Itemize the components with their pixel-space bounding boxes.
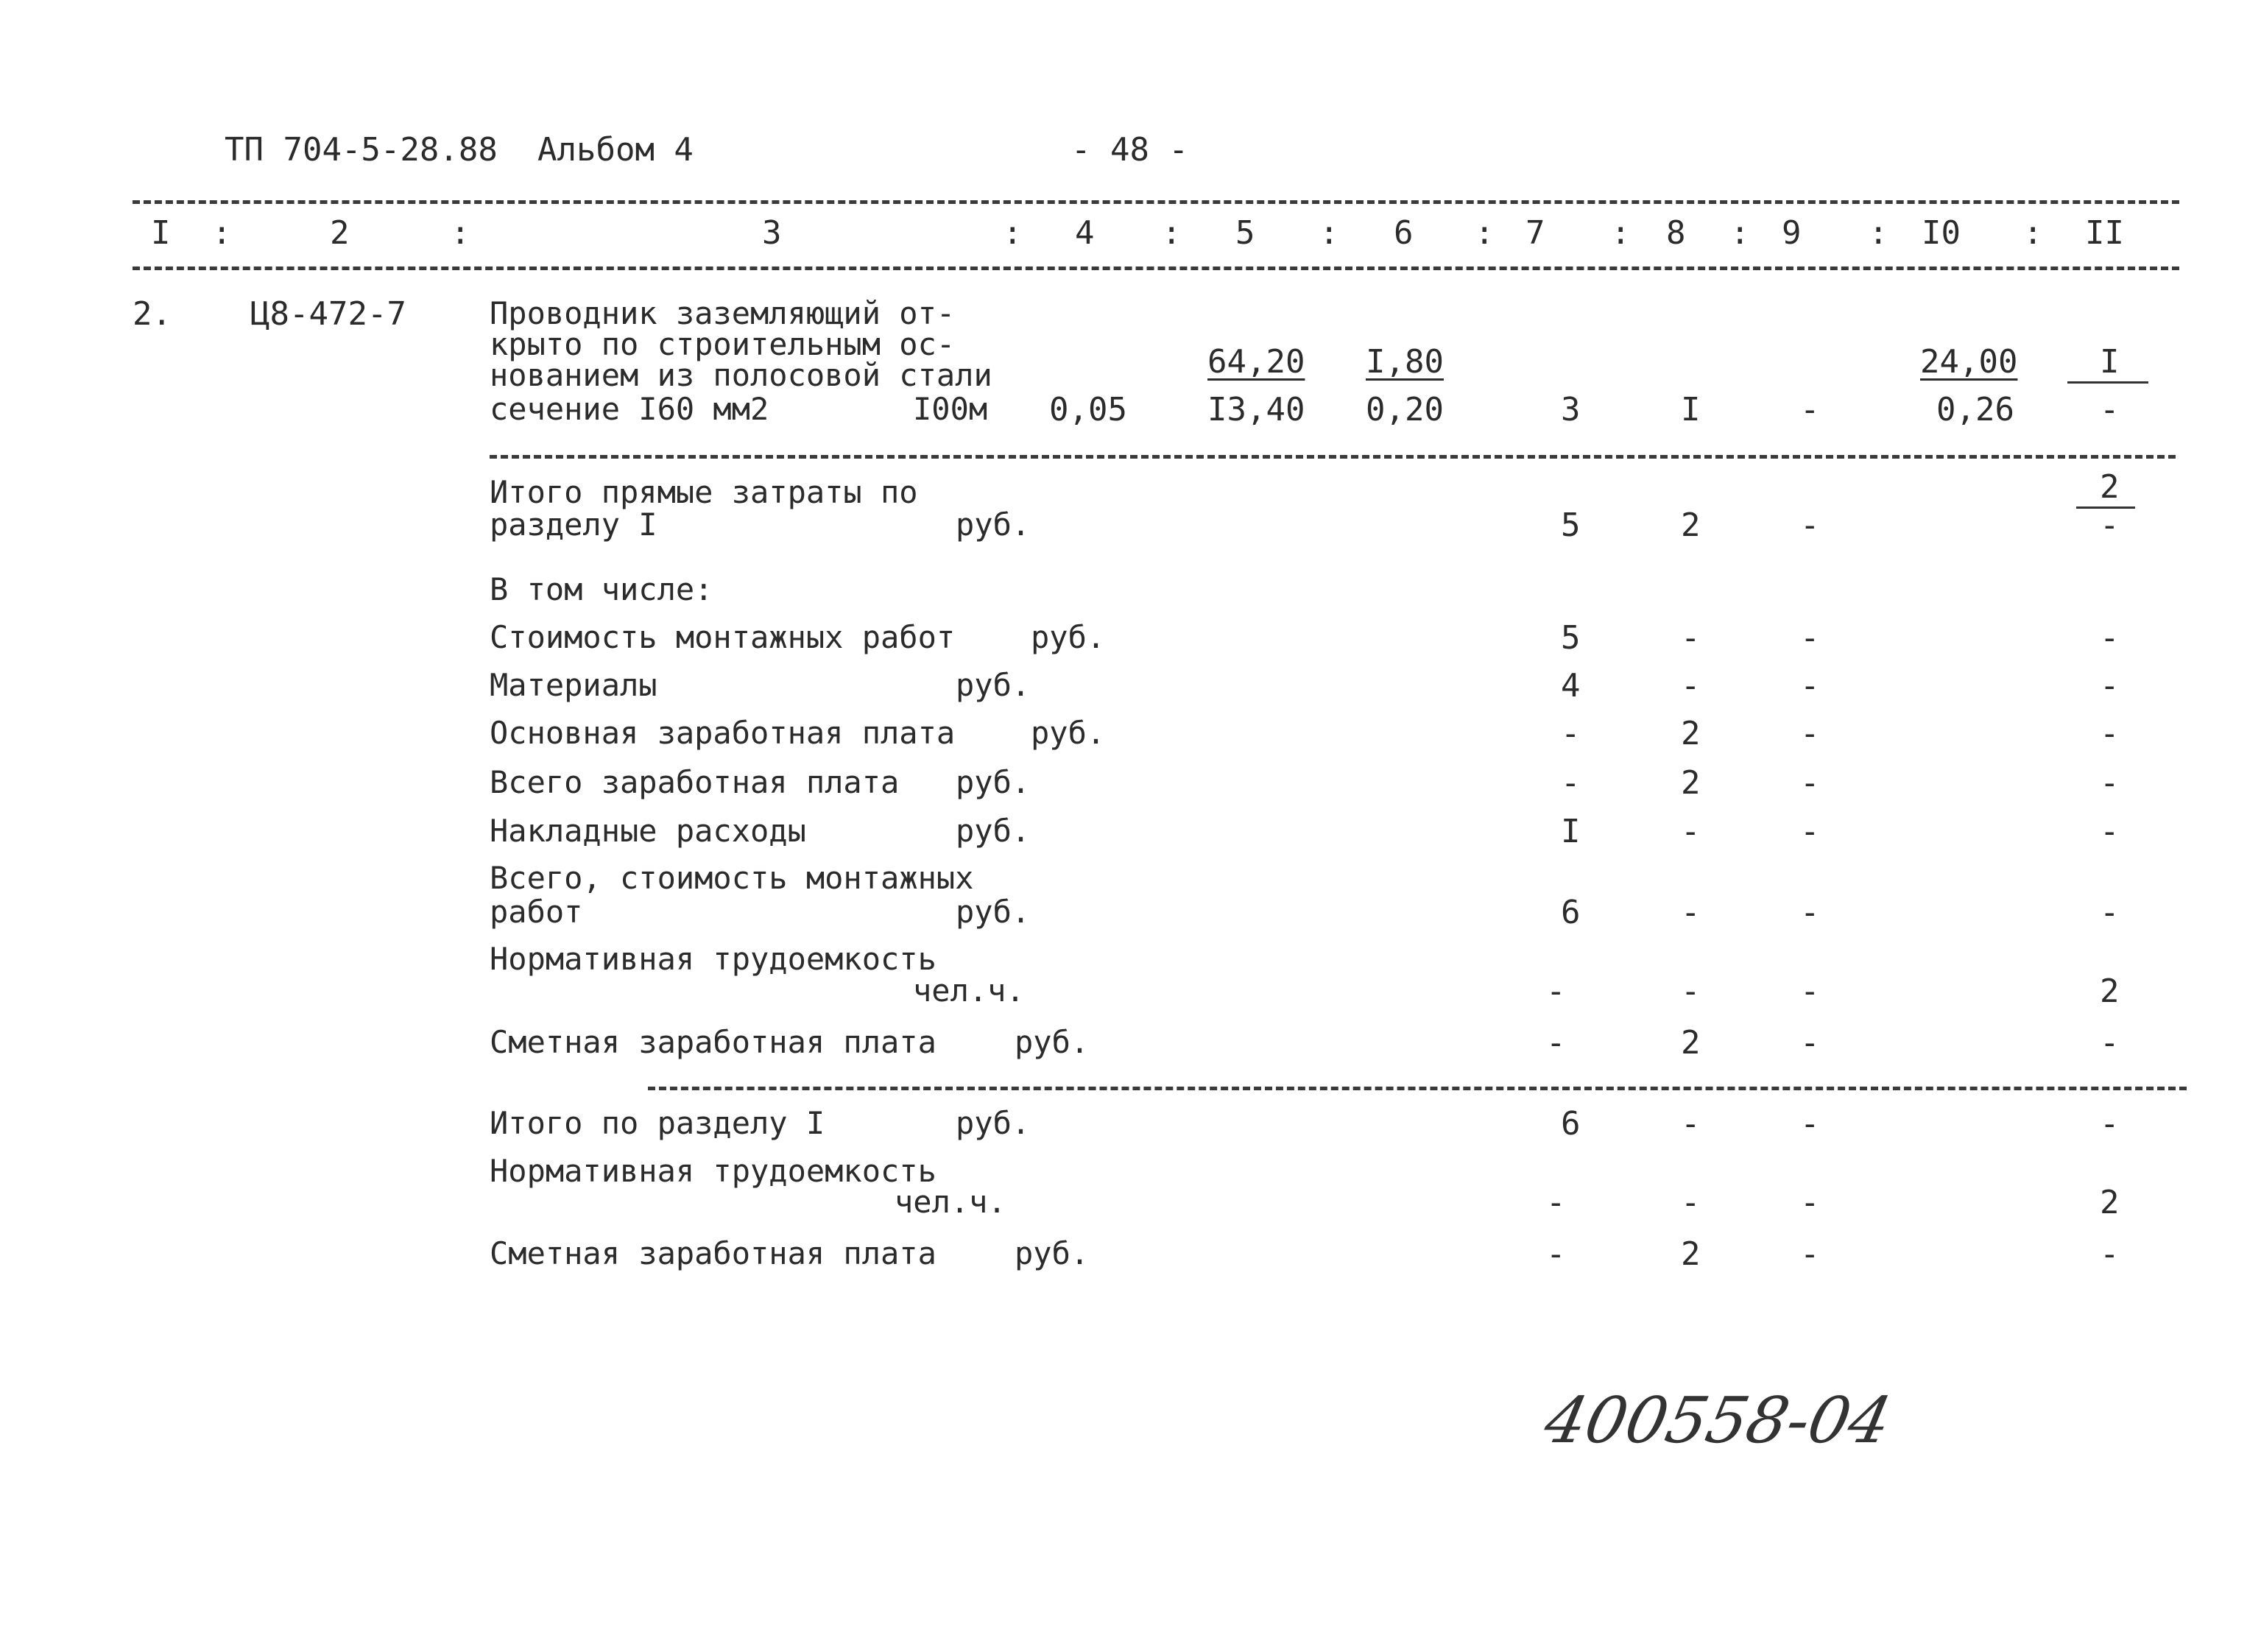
total-mount-c8: -: [1681, 894, 1701, 931]
item-description-line: крыто по строительным ос-: [490, 326, 956, 362]
norm-labor-c7: -: [1546, 973, 1566, 1010]
breakdown-unit: руб.: [1031, 619, 1106, 655]
col-sep: :: [2023, 214, 2043, 252]
breakdown-c9: -: [1800, 764, 1820, 802]
item-quantity: 0,05: [1049, 391, 1127, 428]
est-wage-c11: -: [2100, 1235, 2120, 1273]
breakdown-c11: -: [2100, 667, 2120, 705]
breakdown-c9: -: [1800, 715, 1820, 752]
col-header-3: 3: [762, 214, 782, 252]
col-header-7: 7: [1525, 214, 1545, 252]
breakdown-label: Материалы: [490, 667, 657, 703]
norm-labor-c11: 2: [2100, 1184, 2120, 1221]
norm-labor-c11: 2: [2100, 973, 2120, 1010]
item-c11-bottom: -: [2100, 391, 2120, 428]
est-wage-label: Сметная заработная плата: [490, 1024, 937, 1060]
breakdown-c7: -: [1561, 715, 1581, 752]
est-wage-c7: -: [1546, 1235, 1566, 1273]
item-c6-top: I,80: [1366, 343, 1444, 381]
total-mount-c7: 6: [1561, 894, 1581, 931]
item-c7: 3: [1561, 391, 1581, 428]
breakdown-label: Всего заработная плата: [490, 764, 900, 800]
breakdown-c7: 5: [1561, 619, 1581, 657]
breakdown-c9: -: [1800, 667, 1820, 705]
breakdown-c7: 4: [1561, 667, 1581, 705]
total-section-label: Итого по разделу I: [490, 1105, 825, 1141]
est-wage-c9: -: [1800, 1235, 1820, 1273]
est-wage-c8: 2: [1681, 1024, 1701, 1062]
breakdown-c11: -: [2100, 813, 2120, 850]
total-section-c9: -: [1800, 1105, 1820, 1143]
item-c8: I: [1681, 391, 1701, 428]
breakdown-c11: -: [2100, 715, 2120, 752]
breakdown-c9: -: [1800, 619, 1820, 657]
col-sep: :: [451, 214, 470, 252]
item-c11-top: I: [2100, 343, 2120, 381]
total-direct-c7: 5: [1561, 506, 1581, 544]
total-section-unit: руб.: [956, 1105, 1031, 1141]
col-header-5: 5: [1235, 214, 1255, 252]
col-header-1: I: [151, 214, 171, 252]
header-bottom-rule: [133, 266, 2179, 270]
col-sep: :: [1162, 214, 1182, 252]
breakdown-unit: руб.: [956, 813, 1031, 849]
item-number: 2.: [133, 295, 172, 333]
including-label: В том числе:: [490, 571, 713, 607]
total-mount-label-line: Всего, стоимость монтажных: [490, 860, 974, 896]
total-mount-c9: -: [1800, 894, 1820, 931]
breakdown-unit: руб.: [1031, 715, 1106, 751]
item-c11-rule: [2067, 381, 2148, 384]
col-sep: :: [1611, 214, 1631, 252]
section-rule-1: [490, 455, 2176, 459]
est-wage-label: Сметная заработная плата: [490, 1235, 937, 1271]
total-section-c11: -: [2100, 1105, 2120, 1143]
breakdown-label: Основная заработная плата: [490, 715, 956, 751]
breakdown-c8: -: [1681, 667, 1701, 705]
breakdown-c11: -: [2100, 764, 2120, 802]
page-number: - 48 -: [1071, 131, 1188, 169]
total-section-c7: 6: [1561, 1105, 1581, 1143]
col-header-9: 9: [1782, 214, 1802, 252]
norm-labor-unit: чел.ч.: [895, 1184, 1006, 1220]
total-mount-c11: -: [2100, 894, 2120, 931]
item-description-line: сечение I60 мм2: [490, 391, 769, 427]
norm-labor-c8: -: [1681, 1184, 1701, 1221]
est-wage-unit: руб.: [1015, 1235, 1090, 1271]
item-code: Ц8-472-7: [250, 295, 406, 333]
breakdown-c7: I: [1561, 813, 1581, 850]
total-direct-label-line: Итого прямые затраты по: [490, 474, 918, 510]
breakdown-label: Стоимость монтажных работ: [490, 619, 956, 655]
est-wage-c8: 2: [1681, 1235, 1701, 1273]
breakdown-c11: -: [2100, 619, 2120, 657]
col-sep: :: [1475, 214, 1495, 252]
norm-labor-label: Нормативная трудоемкость: [490, 941, 937, 977]
col-sep: :: [1003, 214, 1023, 252]
breakdown-c7: -: [1561, 764, 1581, 802]
section-rule-2: [648, 1087, 2187, 1090]
item-c5-top: 64,20: [1207, 343, 1305, 381]
item-c5-bottom: I3,40: [1207, 391, 1305, 428]
col-header-4: 4: [1075, 214, 1095, 252]
col-sep: :: [1319, 214, 1339, 252]
breakdown-c8: 2: [1681, 764, 1701, 802]
norm-labor-c9: -: [1800, 1184, 1820, 1221]
item-c10-bottom: 0,26: [1936, 391, 2014, 428]
header-top-rule: [133, 200, 2179, 204]
total-direct-unit: руб.: [956, 506, 1031, 543]
total-direct-c11-bottom: -: [2100, 506, 2120, 544]
item-c10-top: 24,00: [1920, 343, 2018, 381]
norm-labor-label: Нормативная трудоемкость: [490, 1153, 937, 1189]
col-header-2: 2: [330, 214, 350, 252]
total-section-c8: -: [1681, 1105, 1701, 1143]
col-header-11: II: [2085, 214, 2124, 252]
total-mount-label-line: работ: [490, 894, 583, 930]
est-wage-c11: -: [2100, 1024, 2120, 1062]
total-direct-label-line: разделу I: [490, 506, 657, 543]
col-header-10: I0: [1922, 214, 1961, 252]
total-direct-c9: -: [1800, 506, 1820, 544]
total-direct-c8: 2: [1681, 506, 1701, 544]
norm-labor-c7: -: [1546, 1184, 1566, 1221]
breakdown-c8: -: [1681, 813, 1701, 850]
norm-labor-c8: -: [1681, 973, 1701, 1010]
item-c6-bottom: 0,20: [1366, 391, 1444, 428]
document-code: ТП 704-5-28.88: [225, 131, 498, 169]
norm-labor-unit: чел.ч.: [913, 973, 1025, 1009]
album-label: Альбом 4: [537, 131, 694, 169]
col-header-8: 8: [1666, 214, 1686, 252]
est-wage-unit: руб.: [1015, 1024, 1090, 1060]
breakdown-unit: руб.: [956, 764, 1031, 800]
item-description-line: Проводник заземляющий от-: [490, 295, 956, 331]
breakdown-c8: -: [1681, 619, 1701, 657]
total-mount-unit: руб.: [956, 894, 1031, 930]
item-description-line: нованием из полосовой стали: [490, 357, 992, 393]
breakdown-c9: -: [1800, 813, 1820, 850]
col-header-6: 6: [1394, 214, 1414, 252]
breakdown-unit: руб.: [956, 667, 1031, 703]
norm-labor-c9: -: [1800, 973, 1820, 1010]
col-sep: :: [1730, 214, 1750, 252]
handwritten-number: 400558-04: [1538, 1384, 1898, 1458]
total-direct-c11-top: 2: [2100, 468, 2120, 506]
est-wage-c7: -: [1546, 1024, 1566, 1062]
breakdown-label: Накладные расходы: [490, 813, 806, 849]
item-unit: I00м: [913, 391, 988, 427]
est-wage-c9: -: [1800, 1024, 1820, 1062]
col-sep: :: [212, 214, 232, 252]
item-c9: -: [1800, 391, 1820, 428]
col-sep: :: [1869, 214, 1888, 252]
breakdown-c8: 2: [1681, 715, 1701, 752]
